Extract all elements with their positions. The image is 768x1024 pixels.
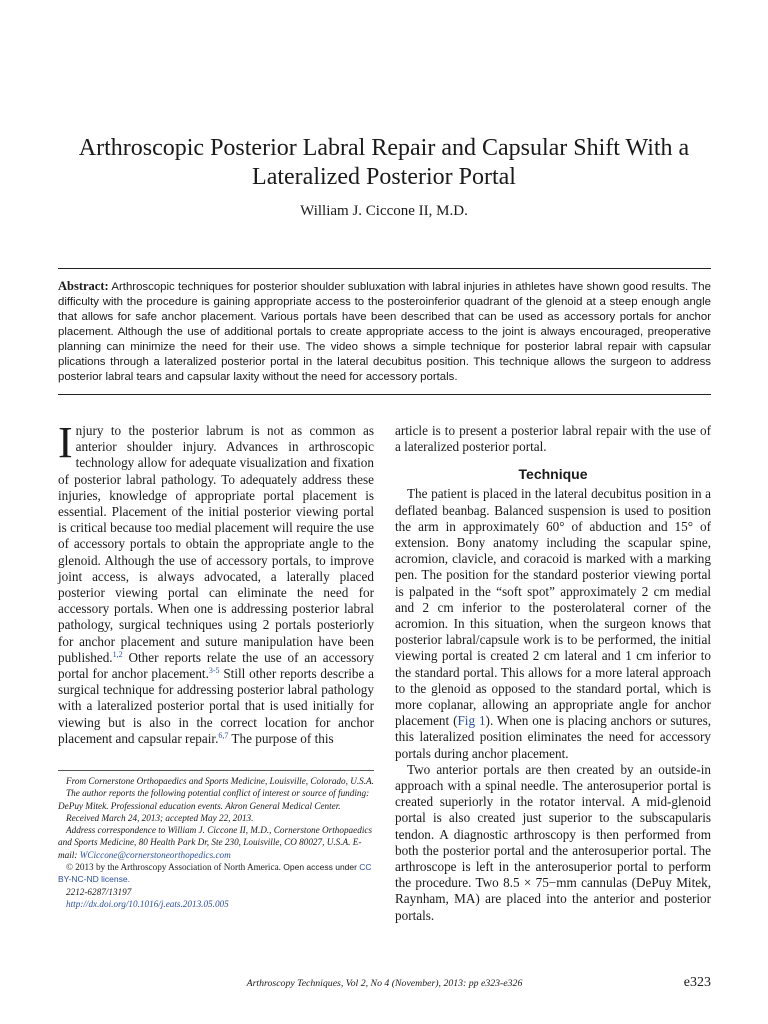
technique-text-1b: ). When one is placing anchors or sutures, this lateralized position eliminates the need for accessory portals during anchor placement. (395, 713, 712, 761)
figure-link[interactable]: Fig 1 (457, 713, 486, 729)
footnote-conflict: The author reports the following potential conflict of interest or source of funding: DePuy Mitek. Professional education events. Akron General Medical Center. (58, 788, 370, 811)
intro-text-3: Still other reports describe a surgical technique for addressing posterior labral pathology with a lateralized posterior portal that is used initially for viewing but is also in the correct location for anchor placement and capsular repair. (58, 666, 374, 746)
footnote-address (58, 824, 374, 861)
abstract-block (58, 268, 711, 395)
section-heading-technique: Technique (518, 466, 588, 483)
left-column (58, 418, 374, 747)
abstract-label: Abstract: (58, 279, 109, 293)
footnote-received: Received March 24, 2013; accepted May 22, 2013. (66, 812, 254, 823)
intro-text-2: Other reports relate the use of an accessory portal for anchor placement. (58, 649, 374, 682)
reference-link[interactable]: 1,2 (112, 649, 123, 659)
intro-paragraph (58, 418, 374, 747)
intro-text-4: The purpose of this (228, 730, 334, 746)
doi-link[interactable]: http://dx.doi.org/10.1016/j.eats.2013.05.005 (66, 898, 229, 909)
footnote-affiliation: From Cornerstone Orthopaedics and Sports Medicine, Louisville, Colorado, U.S.A. (66, 776, 374, 786)
right-column (395, 423, 711, 924)
footnotes-block (58, 770, 374, 910)
abstract-text: Arthroscopic techniques for posterior shoulder subluxation with labral injuries in athletes have shown good results. The difficulty with the procedure is gaining appropriate access to the posteroinferior quadrant of the glenoid at a steep enough angle that allows for safe anchor placement. Various portals have been described that can be used as accessory portals for anchor placement. Although the use of additional portals to create appropriate access to the joint is always encouraged, preoperative planning can minimize the need for their use. The video shows a simple technique for posterior labral repair with capsular plications through a lateralized posterior portal in the lateral decubitus position. This technique allows the surgeon to address posterior labral tears and capsular laxity without the need for accessory portals. (58, 281, 711, 383)
author-name: William J. Ciccone II, M.D. (300, 203, 468, 219)
copyright-text: © 2013 by the Arthroscopy Association of North America. (66, 862, 281, 873)
article-title: Arthroscopic Posterior Labral Repair and Capsular Shift With a Lateralized Posterior Portal (78, 135, 690, 190)
page-number: e323 (683, 975, 711, 990)
reference-link[interactable]: 3-5 (208, 666, 220, 676)
journal-footer: Arthroscopy Techniques, Vol 2, No 4 (November), 2013: pp e323-e326 (246, 978, 523, 989)
reference-link[interactable]: 6,7 (218, 730, 229, 740)
drop-cap: I (58, 418, 73, 467)
license-link[interactable]: CC BY-NC-ND license. (58, 862, 372, 885)
intro-text-1: njury to the posterior labrum is not as common as anterior shoulder injury. Advances in arthroscopic technology allow for adequate visualization and fixation of posterior labral pathology. To adequately address these injuries, knowledge of appropriate portal placement is essential. Placement of the initial posterior viewing portal is critical because too medial placement will require the use of accessory portals to obtain the appropriate angle to the glenoid. Although the use of accessory portals, to improve joint access, is always advocated, a laterally placed posterior viewing portal can eliminate the need for accessory portals. When one is addressing posterior labral pathology, surgical techniques using 2 portals posteriorly for anchor placement and suture manipulation have been published. (58, 423, 374, 665)
footnote-copyright (58, 861, 374, 886)
technique-paragraph-2: Two anterior portals are then created by an outside-in approach with a spinal needle. The anterosuperior portal is created superiorly in the rotator interval. A mid-glenoid portal is also created just superior to the subscapularis tendon. A diagnostic arthroscopy is then performed from both the posterior portal and the anterosuperior portal. The arthroscope is left in the anterosuperior portal to perform the procedure. Two 8.5 × 75−mm cannulas (DePuy Mitek, Raynham, MA) are placed into the anterior and posterior portals. (395, 761, 711, 923)
technique-paragraph-1 (395, 486, 711, 761)
footnote-address-text: Address correspondence to William J. Ciccone II, M.D., Cornerstone Orthopaedics and Sports Medicine, 80 Health Park Dr, Ste 230, Louisville, CO 80027, U.S.A. E-mail: (58, 825, 373, 860)
email-link[interactable]: WCiccone@cornerstoneorthopedics.com (79, 849, 231, 860)
footnote-issn: 2212-6287/13197 (66, 886, 132, 897)
open-access-label: Open access under (283, 862, 357, 873)
technique-text-1a: The patient is placed in the lateral decubitus position in a deflated beanbag. Balanced suspension is used to position the arm in approximately 60° of abduction and 15° of extension. Bony anatomy including the scapular spine, acromion, clavicle, and coracoid is marked with a marking pen. The position for the standard posterior viewing portal is palpated in the “soft spot” approximately 2 cm medial and 2 cm inferior to the posterolateral corner of the acromion. In this situation, when the surgeon knows that posterior labral/capsule work is to be performed, the initial viewing portal is created 2 cm lateral and 1 cm inferior to the standard portal. This allows for a more lateral approach to the glenoid as opposed to the standard portal, which is more coplanar, allowing an appropriate angle for anchor placement ( (395, 486, 711, 729)
intro-continuation: article is to present a posterior labral repair with the use of a lateralized posterior portal. (395, 423, 711, 455)
